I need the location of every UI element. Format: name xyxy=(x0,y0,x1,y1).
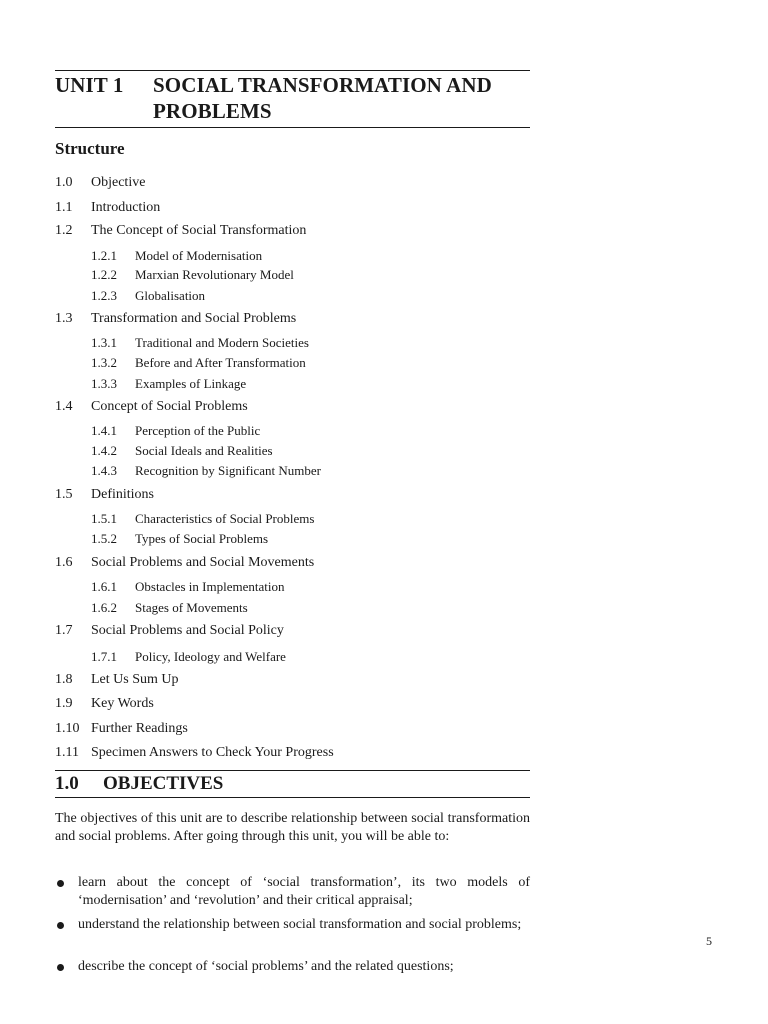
toc-text: Further Readings xyxy=(91,721,188,736)
toc-text: Policy, Ideology and Welfare xyxy=(135,649,286,664)
toc-number: 1.4 xyxy=(55,399,73,414)
toc-text: Perception of the Public xyxy=(135,423,261,438)
toc-number: 1.9 xyxy=(55,696,73,711)
bullet-icon xyxy=(57,880,64,887)
toc-number: 1.2.1 xyxy=(91,248,117,263)
toc-text: Characteristics of Social Problems xyxy=(135,511,315,526)
toc-text: Specimen Answers to Check Your Progress xyxy=(91,745,334,760)
objectives-intro: The objectives of this unit are to describe relationship between social transformation and social problems. After going through this unit, you will be able to: xyxy=(55,811,530,844)
toc-text: Objective xyxy=(91,175,146,190)
bullet-text: describe the concept of ‘social problems’ and the related questions; xyxy=(78,959,454,974)
toc-text: Obstacles in Implementation xyxy=(135,579,285,594)
top-rule xyxy=(55,70,530,71)
objectives-number: 1.0 xyxy=(55,773,79,794)
toc-text: Definitions xyxy=(91,487,154,502)
toc-text: Introduction xyxy=(91,200,161,215)
toc-number: 1.7 xyxy=(55,623,73,638)
title-rule xyxy=(55,127,530,128)
unit-title: SOCIAL TRANSFORMATION AND PROBLEMS xyxy=(153,73,492,123)
toc-number: 1.4.2 xyxy=(91,443,117,458)
toc-number: 1.3 xyxy=(55,311,73,326)
toc-number: 1.5.1 xyxy=(91,511,117,526)
toc-number: 1.2.2 xyxy=(91,267,117,282)
toc-number: 1.8 xyxy=(55,672,73,687)
toc-number: 1.5 xyxy=(55,487,73,502)
toc-text: Marxian Revolutionary Model xyxy=(135,267,294,282)
toc-number: 1.3.2 xyxy=(91,355,117,370)
toc-text: Types of Social Problems xyxy=(135,531,269,546)
objectives-top-rule xyxy=(55,770,530,771)
page-number: 5 xyxy=(706,934,712,948)
toc-text: Social Ideals and Realities xyxy=(135,443,273,458)
toc-text: The Concept of Social Transformation xyxy=(91,223,307,238)
structure-heading: Structure xyxy=(55,139,125,158)
toc-number: 1.0 xyxy=(55,175,73,190)
toc-number: 1.6 xyxy=(55,555,73,570)
toc-text: Globalisation xyxy=(135,288,206,303)
bullet-icon xyxy=(57,922,64,929)
bullet-text: understand the relationship between social transformation and social problems; xyxy=(78,917,522,932)
toc-number: 1.4.3 xyxy=(91,463,117,478)
toc-text: Social Problems and Social Movements xyxy=(91,555,315,570)
toc-text: Traditional and Modern Societies xyxy=(135,335,309,350)
toc-text: Examples of Linkage xyxy=(135,376,247,391)
toc-number: 1.3.1 xyxy=(91,335,117,350)
toc-text: Model of Modernisation xyxy=(135,248,263,263)
toc-text: Concept of Social Problems xyxy=(91,399,248,414)
toc-number: 1.2 xyxy=(55,223,73,238)
toc-number: 1.5.2 xyxy=(91,531,117,546)
toc-number: 1.6.2 xyxy=(91,600,117,615)
toc-number: 1.6.1 xyxy=(91,579,117,594)
toc-number: 1.1 xyxy=(55,200,73,215)
toc-text: Recognition by Significant Number xyxy=(135,463,321,478)
bullet-icon xyxy=(57,964,64,971)
toc-number: 1.7.1 xyxy=(91,649,117,664)
toc-text: Let Us Sum Up xyxy=(91,672,179,687)
toc-text: Before and After Transformation xyxy=(135,355,306,370)
toc-number: 1.11 xyxy=(55,745,79,760)
toc-number: 1.2.3 xyxy=(91,288,117,303)
toc-text: Transformation and Social Problems xyxy=(91,311,297,326)
unit-label: UNIT 1 xyxy=(55,73,124,97)
toc-number: 1.10 xyxy=(55,721,80,736)
bullet-text: learn about the concept of ‘social transformation’, its two models of ‘modernisation’ and ‘revolution’ and their critical appraisal; xyxy=(78,875,530,908)
toc-text: Social Problems and Social Policy xyxy=(91,623,284,638)
toc-number: 1.4.1 xyxy=(91,423,117,438)
toc-text: Stages of Movements xyxy=(135,600,248,615)
objectives-bottom-rule xyxy=(55,797,530,798)
toc-number: 1.3.3 xyxy=(91,376,117,391)
toc-text: Key Words xyxy=(91,696,154,711)
objectives-title: OBJECTIVES xyxy=(103,773,224,794)
